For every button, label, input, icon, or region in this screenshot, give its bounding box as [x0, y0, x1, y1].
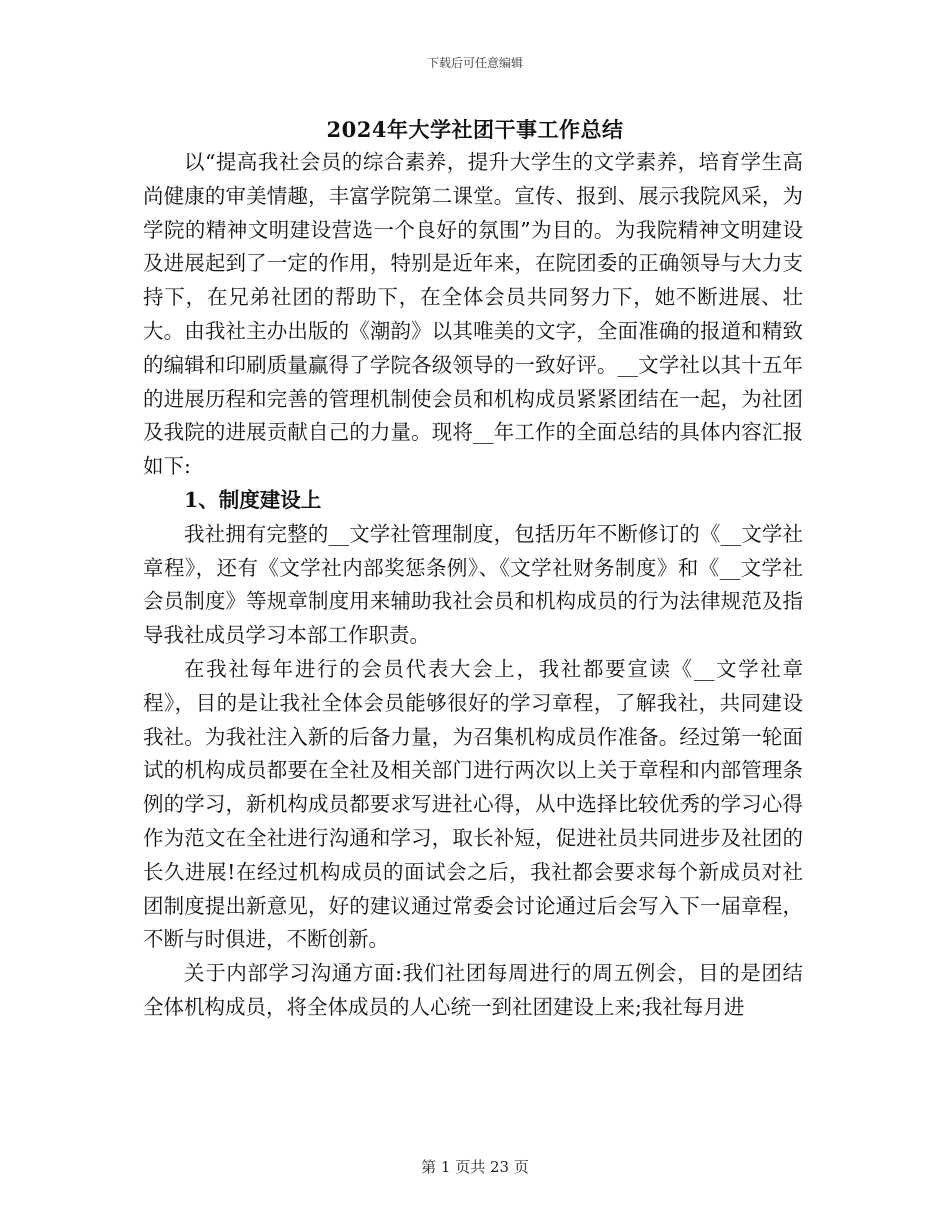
- document-title: 2024年大学社团干事工作总结: [326, 117, 624, 142]
- section-heading-system: 1、制度建设上: [184, 487, 322, 512]
- internal-learning-paragraph: 关于内部学习沟通方面:我们社团每周进行的周五例会，目的是团结全体机构成员，将全体成员的人心统一到社团建设上来;我社每月进: [143, 961, 803, 1019]
- system-paragraph-1: 我社拥有完整的__文学社管理制度，包括历年不断修订的《__文学社章程》，还有《文学社内部奖惩条例》、《文学社财务制度》和《__文学社会员制度》等规章制度用来辅助我社会员和机构成员的行为法律规范及指导我社成员学习本部工作职责。: [143, 521, 803, 648]
- page-number: 第 1 页共 23 页: [421, 1158, 529, 1176]
- intro-paragraph: 以“提高我社会员的综合素养，提升大学生的文学素养，培育学生高尚健康的审美情趣，丰富学院第二课堂。宣传、报到、展示我院风采，为学院的精神文明建设营选一个良好的氛围”为目的。为我院精神文明建设及进展起到了一定的作用，特别是近年来，在院团委的正确领导与大力支持下，在兄弟社团的帮助下，在全体会员共同努力下，她不断进展、壮大。由我社主办出版的《潮韵》以其唯美的文字，全面准确的报道和精致的编辑和印刷质量赢得了学院各级领导的一致好评。__文学社以其十五年的进展历程和完善的管理机制使会员和机构成员紧紧团结在一起，为社团及我院的进展贡献自己的力量。现将__年工作的全面总结的具体内容汇报如下:: [143, 150, 803, 479]
- header-note: 下载后可任意编辑: [426, 56, 523, 70]
- document-body: [143, 146, 803, 1025]
- system-paragraph-2: 在我社每年进行的会员代表大会上，我社都要宣读《__文学社章程》，目的是让我社全体会员能够很好的学习章程，了解我社，共同建设我社。为我社注入新的后备力量，为召集机构成员作准备。经过第一轮面试的机构成员都要在全社及相关部门进行两次以上关于章程和内部管理条例的学习，新机构成员都要求写进社心得，从中选择比较优秀的学习心得作为范文在全社进行沟通和学习，取长补短，促进社员共同进步及社团的长久进展!在经过机构成员的面试会之后，我社都会要求每个新成员对社团制度提出新意见，好的建议通过常委会讨论通过后会写入下一届章程，不断与时俱进，不断创新。: [143, 656, 803, 952]
